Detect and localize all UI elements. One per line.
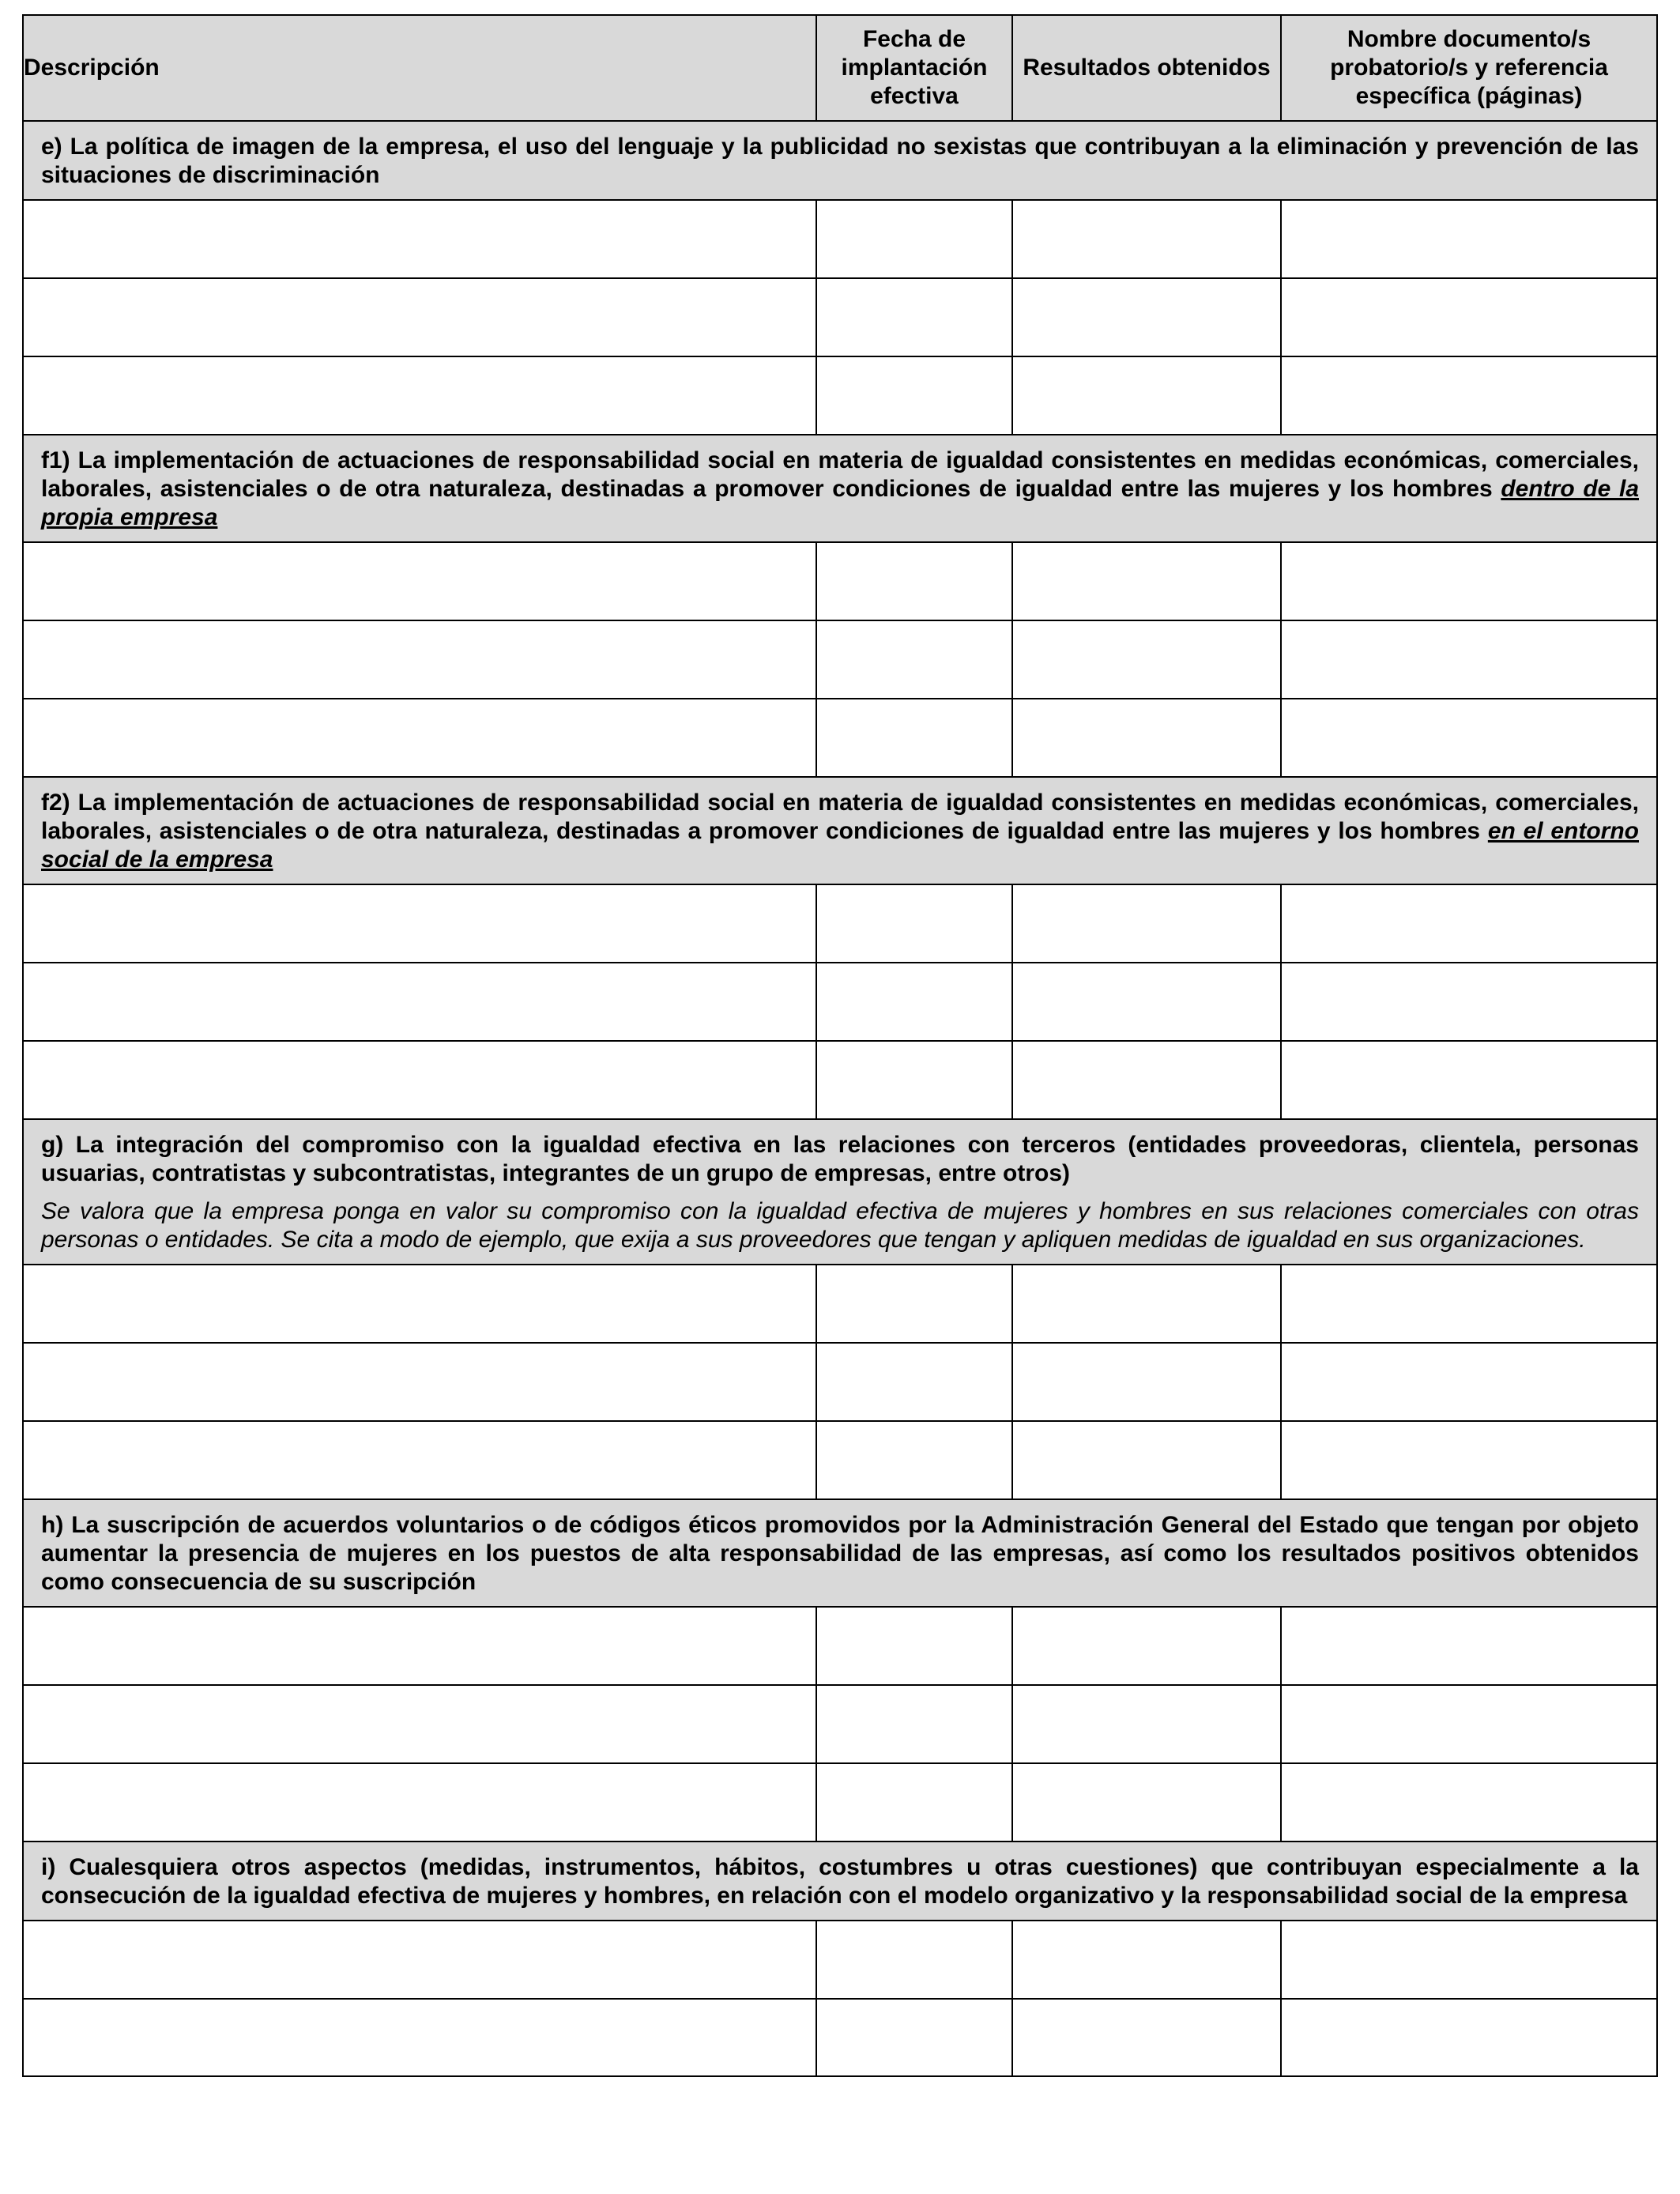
documento-cell[interactable]: [1281, 278, 1657, 356]
section-f1-title-text: f1) La implementación de actuaciones de responsabilidad social en materia de igualdad consistentes en medidas económicas, comerciales, laborales, asistenciales o de otra naturaleza, destinadas a promover condiciones de igualdad entre las mujeres y los hombres: [41, 447, 1639, 502]
descripcion-cell[interactable]: [23, 1999, 816, 2076]
table-row: [23, 356, 1657, 435]
table-row: [23, 884, 1657, 963]
documento-cell[interactable]: [1281, 620, 1657, 699]
fecha-cell[interactable]: [816, 200, 1012, 278]
descripcion-cell[interactable]: [23, 1763, 816, 1842]
table-body: [23, 121, 1657, 2076]
documento-cell[interactable]: [1281, 356, 1657, 435]
table-row: [23, 1921, 1657, 1999]
resultados-cell[interactable]: [1012, 699, 1281, 777]
descripcion-cell[interactable]: [23, 1041, 816, 1119]
resultados-cell[interactable]: [1012, 1421, 1281, 1499]
table-row: [23, 963, 1657, 1041]
resultados-cell[interactable]: [1012, 963, 1281, 1041]
section-i-heading: [23, 1842, 1657, 1921]
section-f1-title: [41, 447, 1639, 532]
section-g-heading: [23, 1119, 1657, 1265]
fecha-cell[interactable]: [816, 278, 1012, 356]
section-i-row: [23, 1842, 1657, 1921]
fecha-cell[interactable]: [816, 1763, 1012, 1842]
table-row: [23, 1421, 1657, 1499]
documento-cell[interactable]: [1281, 200, 1657, 278]
table-row: [23, 620, 1657, 699]
section-g-note: Se valora que la empresa ponga en valor su compromiso con la igualdad efectiva de mujeres y hombres en sus relaciones comerciales con otras personas o entidades. Se cita a modo de ejemplo, que exija a sus proveedores que tengan y apliquen medidas de igualdad en sus organizaciones.: [41, 1198, 1639, 1253]
fecha-cell[interactable]: [816, 699, 1012, 777]
table-row: [23, 699, 1657, 777]
table-row: [23, 1607, 1657, 1685]
resultados-cell[interactable]: [1012, 1763, 1281, 1842]
resultados-cell[interactable]: [1012, 1999, 1281, 2076]
table-header-row: [23, 15, 1657, 121]
descripcion-cell[interactable]: [23, 278, 816, 356]
section-f2-title-text: f2) La implementación de actuaciones de responsabilidad social en materia de igualdad consistentes en medidas económicas, comerciales, laborales, asistenciales o de otra naturaleza, destinadas a promover condiciones de igualdad entre las mujeres y los hombres: [41, 790, 1639, 844]
section-e-row: [23, 121, 1657, 200]
descripcion-cell[interactable]: [23, 1607, 816, 1685]
descripcion-cell[interactable]: [23, 1921, 816, 1999]
descripcion-cell[interactable]: [23, 1343, 816, 1421]
documento-cell[interactable]: [1281, 1685, 1657, 1763]
documento-cell[interactable]: [1281, 1921, 1657, 1999]
descripcion-cell[interactable]: [23, 699, 816, 777]
section-f1-title-emphasis: dentro de la propia empresa: [41, 476, 1640, 530]
section-h-heading: [23, 1499, 1657, 1607]
section-f1-heading: [23, 435, 1657, 542]
descripcion-cell[interactable]: [23, 963, 816, 1041]
section-f2-title-emphasis: en el entorno social de la empresa: [41, 818, 1639, 873]
section-f2-row: [23, 777, 1657, 884]
section-h-row: [23, 1499, 1657, 1607]
section-e-title: e) La política de imagen de la empresa, el uso del lenguaje y la publicidad no sexistas que contribuyan a la eliminación y prevención de las situaciones de discriminación: [41, 134, 1639, 188]
documento-cell[interactable]: [1281, 699, 1657, 777]
header-fecha-implantacion: Fecha de implantación efectiva: [816, 15, 1012, 121]
descripcion-cell[interactable]: [23, 542, 816, 620]
documento-cell[interactable]: [1281, 1421, 1657, 1499]
table-row: [23, 1343, 1657, 1421]
resultados-cell[interactable]: [1012, 1343, 1281, 1421]
resultados-cell[interactable]: [1012, 884, 1281, 963]
fecha-cell[interactable]: [816, 356, 1012, 435]
fecha-cell[interactable]: [816, 1343, 1012, 1421]
descripcion-cell[interactable]: [23, 1685, 816, 1763]
table-row: [23, 542, 1657, 620]
section-g-title: g) La integración del compromiso con la igualdad efectiva en las relaciones con terceros (entidades proveedoras, clientela, personas usuarias, contratistas y subcontratistas, integrantes de un grupo de empresas, entre otros): [41, 1132, 1639, 1186]
resultados-cell[interactable]: [1012, 1921, 1281, 1999]
descripcion-cell[interactable]: [23, 884, 816, 963]
table-row: [23, 1999, 1657, 2076]
documento-cell[interactable]: [1281, 1343, 1657, 1421]
fecha-cell[interactable]: [816, 1607, 1012, 1685]
documento-cell[interactable]: [1281, 1265, 1657, 1343]
documento-cell[interactable]: [1281, 1763, 1657, 1842]
table-row: [23, 1763, 1657, 1842]
header-descripcion: Descripción: [23, 15, 816, 121]
documento-cell[interactable]: [1281, 1041, 1657, 1119]
equality-measures-table: [22, 14, 1658, 2077]
resultados-cell[interactable]: [1012, 278, 1281, 356]
section-f2-heading: [23, 777, 1657, 884]
resultados-cell[interactable]: [1012, 356, 1281, 435]
documento-cell[interactable]: [1281, 1999, 1657, 2076]
resultados-cell[interactable]: [1012, 1265, 1281, 1343]
fecha-cell[interactable]: [816, 542, 1012, 620]
fecha-cell[interactable]: [816, 1041, 1012, 1119]
table-row: [23, 1685, 1657, 1763]
resultados-cell[interactable]: [1012, 1041, 1281, 1119]
table-row: [23, 1265, 1657, 1343]
resultados-cell[interactable]: [1012, 1607, 1281, 1685]
fecha-cell[interactable]: [816, 1921, 1012, 1999]
fecha-cell[interactable]: [816, 884, 1012, 963]
section-g-row: [23, 1119, 1657, 1265]
descripcion-cell[interactable]: [23, 356, 816, 435]
section-h-title: h) La suscripción de acuerdos voluntarios o de códigos éticos promovidos por la Administración General del Estado que tengan por objeto aumentar la presencia de mujeres en los puestos de alta responsabilidad de las empresas, así como los resultados positivos obtenidos como consecuencia de su suscripción: [41, 1512, 1639, 1595]
section-f1-row: [23, 435, 1657, 542]
section-f2-title: [41, 789, 1639, 874]
resultados-cell[interactable]: [1012, 200, 1281, 278]
header-resultados: Resultados obtenidos: [1012, 15, 1281, 121]
header-documento-probatorio: Nombre documento/s probatorio/s y referencia específica (páginas): [1281, 15, 1657, 121]
descripcion-cell[interactable]: [23, 1265, 816, 1343]
table-row: [23, 278, 1657, 356]
section-e-heading: [23, 121, 1657, 200]
documento-cell[interactable]: [1281, 1607, 1657, 1685]
descripcion-cell[interactable]: [23, 200, 816, 278]
fecha-cell[interactable]: [816, 963, 1012, 1041]
fecha-cell[interactable]: [816, 1685, 1012, 1763]
descripcion-cell[interactable]: [23, 620, 816, 699]
documento-cell[interactable]: [1281, 963, 1657, 1041]
resultados-cell[interactable]: [1012, 1685, 1281, 1763]
fecha-cell[interactable]: [816, 620, 1012, 699]
resultados-cell[interactable]: [1012, 620, 1281, 699]
documento-cell[interactable]: [1281, 884, 1657, 963]
table-row: [23, 200, 1657, 278]
descripcion-cell[interactable]: [23, 1421, 816, 1499]
fecha-cell[interactable]: [816, 1265, 1012, 1343]
section-i-title: i) Cualesquiera otros aspectos (medidas, instrumentos, hábitos, costumbres u otras cuestiones) que contribuyan especialmente a la consecución de la igualdad efectiva de mujeres y hombres, en relación con el modelo organizativo y la responsabilidad social de la empresa: [41, 1854, 1639, 1909]
fecha-cell[interactable]: [816, 1999, 1012, 2076]
fecha-cell[interactable]: [816, 1421, 1012, 1499]
resultados-cell[interactable]: [1012, 542, 1281, 620]
table-row: [23, 1041, 1657, 1119]
documento-cell[interactable]: [1281, 542, 1657, 620]
